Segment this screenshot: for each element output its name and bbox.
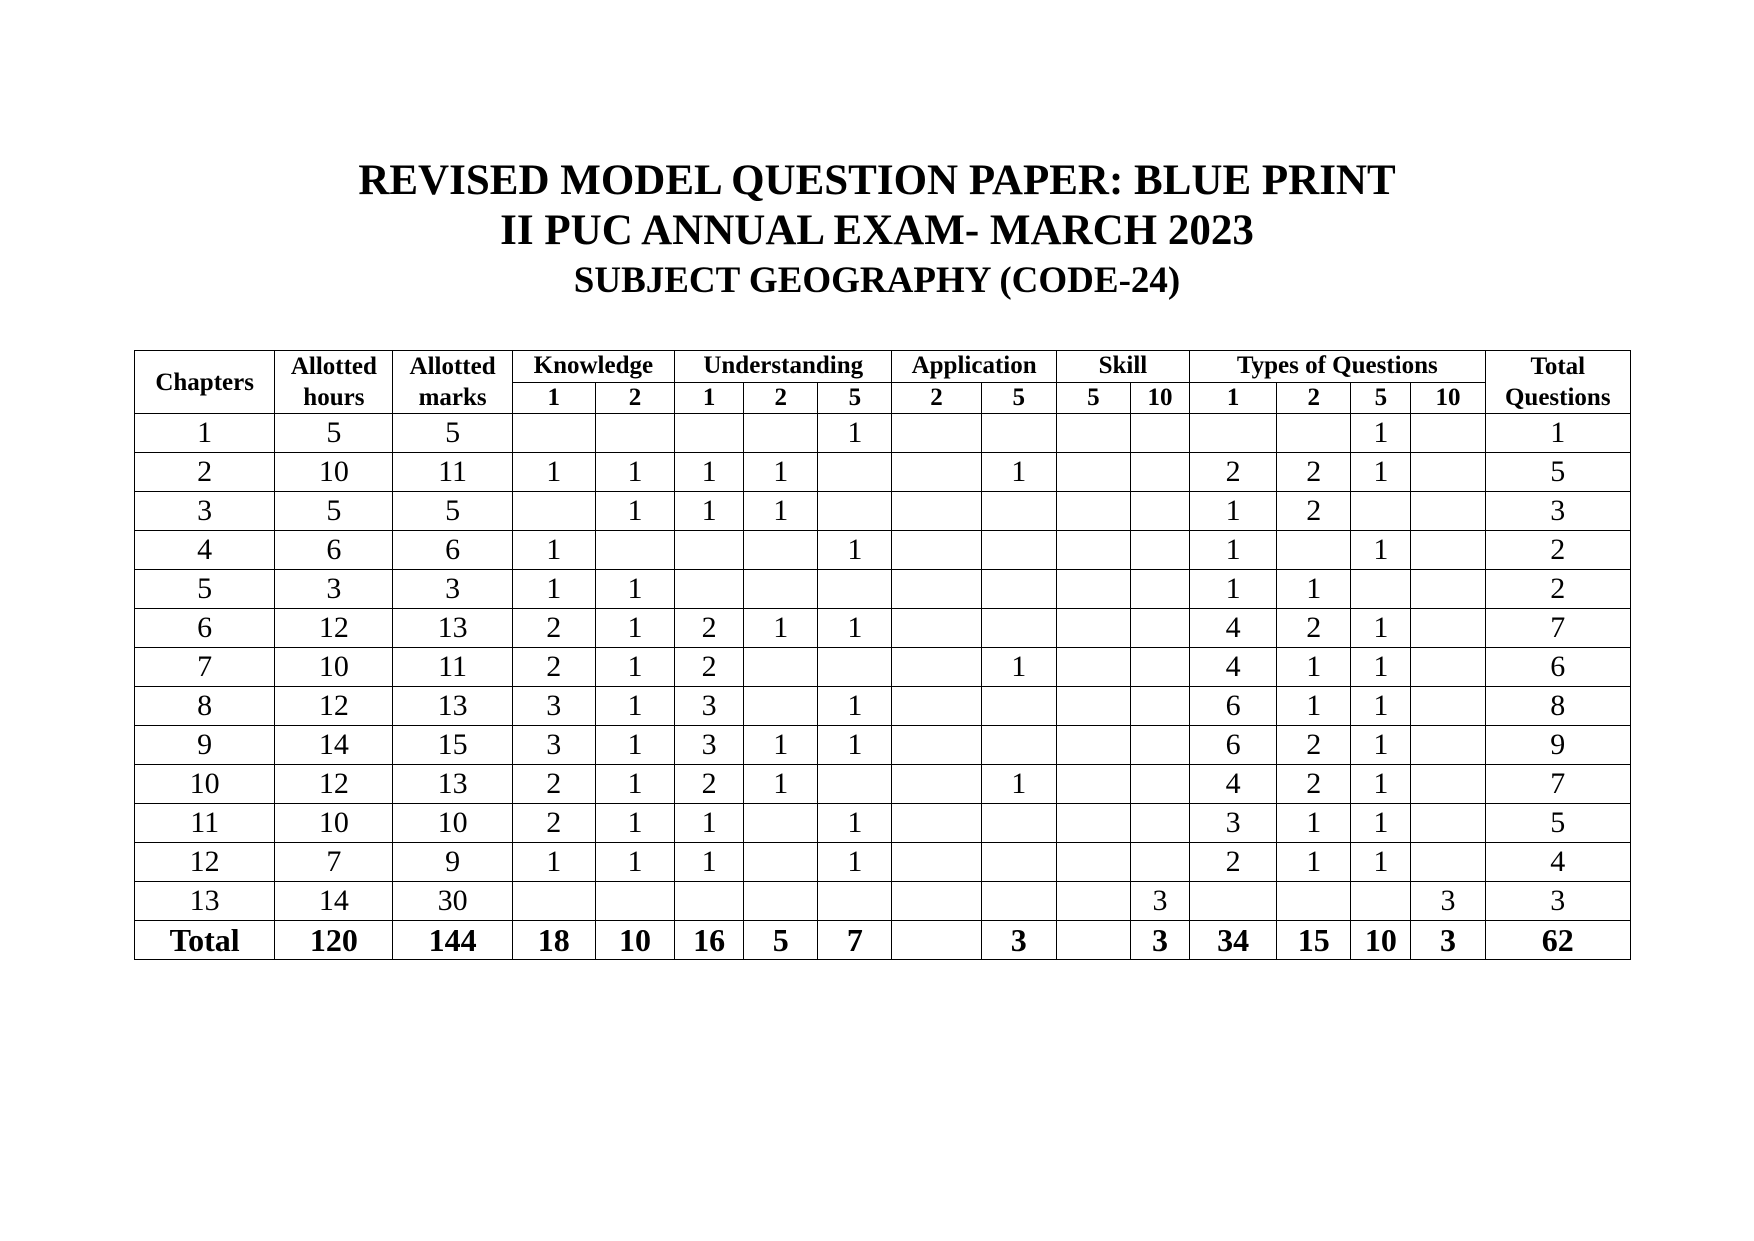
table-cell: 9 <box>393 843 512 882</box>
table-cell: 1 <box>1190 570 1277 609</box>
table-cell: 1 <box>1190 492 1277 531</box>
table-cell <box>1411 531 1485 570</box>
table-cell <box>1411 648 1485 687</box>
table-cell <box>744 414 818 453</box>
table-cell <box>818 765 892 804</box>
table-cell: 3 <box>393 570 512 609</box>
header-allotted-marks: Allotted marks <box>393 351 512 414</box>
table-cell <box>675 531 744 570</box>
table-cell: 1 <box>1351 609 1411 648</box>
table-cell: 1 <box>981 765 1056 804</box>
table-cell: 1 <box>1351 648 1411 687</box>
table-cell <box>892 492 981 531</box>
table-cell: 5 <box>1485 804 1630 843</box>
table-cell: 1 <box>1277 570 1351 609</box>
table-cell: 30 <box>393 882 512 921</box>
table-cell: 1 <box>1351 804 1411 843</box>
table-cell: 3 <box>275 570 393 609</box>
header-sub-cell: 2 <box>1277 382 1351 414</box>
header-sub-cell: 5 <box>981 382 1056 414</box>
table-cell: 10 <box>275 648 393 687</box>
table-cell <box>1277 414 1351 453</box>
table-cell: 1 <box>595 726 674 765</box>
table-cell: 1 <box>818 609 892 648</box>
table-cell: 4 <box>1190 765 1277 804</box>
total-cell: 10 <box>595 921 674 960</box>
table-cell: 1 <box>818 687 892 726</box>
table-cell: 1 <box>1277 687 1351 726</box>
table-cell: 7 <box>1485 609 1630 648</box>
table-cell: 1 <box>1277 648 1351 687</box>
table-cell: 3 <box>512 687 595 726</box>
table-cell: 2 <box>512 765 595 804</box>
table-cell: 10 <box>393 804 512 843</box>
table-cell <box>892 414 981 453</box>
table-cell <box>981 531 1056 570</box>
total-cell: 3 <box>1411 921 1485 960</box>
table-cell: 1 <box>595 843 674 882</box>
table-cell <box>512 882 595 921</box>
table-cell: 5 <box>1485 453 1630 492</box>
chapter-cell: 1 <box>135 414 275 453</box>
header-total-questions: Total Questions <box>1485 351 1630 414</box>
table-cell <box>892 648 981 687</box>
table-row <box>135 414 1631 453</box>
table-cell: 3 <box>1411 882 1485 921</box>
table-cell: 5 <box>393 414 512 453</box>
table-cell: 1 <box>1190 531 1277 570</box>
chapter-cell: 6 <box>135 609 275 648</box>
table-cell <box>744 570 818 609</box>
table-cell: 1 <box>512 570 595 609</box>
table-cell: 1 <box>744 765 818 804</box>
table-cell <box>1130 687 1189 726</box>
table-cell <box>818 648 892 687</box>
header-sub-cell: 5 <box>1351 382 1411 414</box>
table-cell <box>1411 414 1485 453</box>
table-cell: 2 <box>1190 453 1277 492</box>
table-cell <box>1411 570 1485 609</box>
table-cell <box>818 492 892 531</box>
header-allotted-hours: Allotted hours <box>275 351 393 414</box>
table-cell <box>892 531 981 570</box>
header-group-understanding: Understanding <box>675 351 892 383</box>
table-row <box>135 765 1631 804</box>
table-cell: 9 <box>1485 726 1630 765</box>
table-cell <box>981 804 1056 843</box>
table-cell <box>1056 531 1130 570</box>
table-cell <box>981 492 1056 531</box>
table-cell <box>1411 726 1485 765</box>
table-cell: 12 <box>275 765 393 804</box>
table-cell <box>744 804 818 843</box>
table-cell: 6 <box>1190 726 1277 765</box>
table-cell: 15 <box>393 726 512 765</box>
table-cell: 1 <box>1351 414 1411 453</box>
table-cell <box>675 414 744 453</box>
table-cell <box>1056 765 1130 804</box>
table-cell <box>981 882 1056 921</box>
total-cell: 62 <box>1485 921 1630 960</box>
table-cell: 5 <box>275 414 393 453</box>
table-cell: 14 <box>275 726 393 765</box>
table-cell <box>1056 609 1130 648</box>
header-group-types-of-questions: Types of Questions <box>1190 351 1486 383</box>
header-sub-cell: 1 <box>512 382 595 414</box>
table-cell: 1 <box>818 726 892 765</box>
table-cell <box>892 609 981 648</box>
title-line-2: II PUC ANNUAL EXAM- MARCH 2023 <box>500 207 1254 254</box>
table-cell <box>595 531 674 570</box>
table-cell: 2 <box>512 609 595 648</box>
table-row <box>135 882 1631 921</box>
table-cell <box>1130 492 1189 531</box>
table-cell <box>1411 765 1485 804</box>
table-cell: 4 <box>1190 648 1277 687</box>
table-cell: 12 <box>275 609 393 648</box>
table-cell: 2 <box>1277 726 1351 765</box>
table-cell <box>1411 687 1485 726</box>
header-sub-cell: 1 <box>675 382 744 414</box>
table-row <box>135 492 1631 531</box>
table-cell: 1 <box>1277 843 1351 882</box>
table-cell <box>744 843 818 882</box>
table-cell: 5 <box>393 492 512 531</box>
table-cell: 1 <box>744 726 818 765</box>
total-cell: 3 <box>981 921 1056 960</box>
table-cell: 3 <box>675 687 744 726</box>
table-cell <box>1056 804 1130 843</box>
table-cell: 3 <box>675 726 744 765</box>
table-cell: 1 <box>981 453 1056 492</box>
table-cell: 1 <box>675 492 744 531</box>
table-cell <box>892 765 981 804</box>
table-cell: 1 <box>512 843 595 882</box>
chapter-cell: 13 <box>135 882 275 921</box>
table-cell <box>892 804 981 843</box>
table-cell: 3 <box>1485 882 1630 921</box>
table-cell: 1 <box>1351 687 1411 726</box>
table-row <box>135 570 1631 609</box>
table-cell: 2 <box>1277 609 1351 648</box>
table-cell: 1 <box>1485 414 1630 453</box>
chapter-cell: 5 <box>135 570 275 609</box>
total-cell: 120 <box>275 921 393 960</box>
table-cell: 1 <box>512 453 595 492</box>
table-cell: 1 <box>595 570 674 609</box>
table-cell: 1 <box>595 804 674 843</box>
total-label-cell: Total <box>135 921 275 960</box>
title-line-1: REVISED MODEL QUESTION PAPER: BLUE PRINT <box>358 157 1396 204</box>
table-cell <box>1056 570 1130 609</box>
table-cell <box>1411 453 1485 492</box>
table-cell: 2 <box>1277 492 1351 531</box>
table-cell <box>1056 843 1130 882</box>
total-cell: 5 <box>744 921 818 960</box>
table-row <box>135 453 1631 492</box>
total-cell: 34 <box>1190 921 1277 960</box>
table-cell <box>892 687 981 726</box>
table-cell: 5 <box>275 492 393 531</box>
table-cell <box>1056 882 1130 921</box>
table-header <box>135 351 1631 414</box>
table-cell: 2 <box>675 648 744 687</box>
table-row <box>135 726 1631 765</box>
table-cell: 3 <box>1485 492 1630 531</box>
table-cell <box>892 882 981 921</box>
table-cell <box>744 531 818 570</box>
table-cell <box>1130 453 1189 492</box>
table-cell <box>1277 531 1351 570</box>
table-cell: 1 <box>595 648 674 687</box>
table-cell <box>1130 609 1189 648</box>
table-row <box>135 609 1631 648</box>
table-cell: 2 <box>1485 531 1630 570</box>
table-cell: 6 <box>1190 687 1277 726</box>
table-cell <box>675 570 744 609</box>
table-cell: 3 <box>1130 882 1189 921</box>
table-cell: 2 <box>512 804 595 843</box>
table-cell <box>1351 492 1411 531</box>
table-cell: 1 <box>675 804 744 843</box>
table-cell <box>892 726 981 765</box>
table-cell <box>1190 882 1277 921</box>
table-row <box>135 804 1631 843</box>
table-cell: 14 <box>275 882 393 921</box>
chapter-cell: 3 <box>135 492 275 531</box>
table-row <box>135 531 1631 570</box>
table-cell: 2 <box>675 609 744 648</box>
table-cell: 10 <box>275 804 393 843</box>
chapter-cell: 7 <box>135 648 275 687</box>
table-cell: 1 <box>981 648 1056 687</box>
table-cell <box>892 843 981 882</box>
table-cell: 12 <box>275 687 393 726</box>
table-cell <box>981 609 1056 648</box>
table-cell: 1 <box>1351 453 1411 492</box>
table-cell <box>744 648 818 687</box>
total-cell <box>1056 921 1130 960</box>
total-cell: 16 <box>675 921 744 960</box>
table-cell: 1 <box>1351 531 1411 570</box>
table-cell: 2 <box>1277 765 1351 804</box>
table-cell: 1 <box>1351 843 1411 882</box>
chapter-cell: 11 <box>135 804 275 843</box>
table-cell: 4 <box>1485 843 1630 882</box>
total-cell: 3 <box>1130 921 1189 960</box>
total-cell: 7 <box>818 921 892 960</box>
table-cell <box>1056 726 1130 765</box>
table-cell <box>1130 648 1189 687</box>
table-cell <box>1056 492 1130 531</box>
table-cell: 6 <box>275 531 393 570</box>
table-cell <box>595 882 674 921</box>
table-cell <box>892 570 981 609</box>
table-cell <box>1056 414 1130 453</box>
header-group-skill: Skill <box>1056 351 1189 383</box>
table-cell <box>1056 648 1130 687</box>
table-cell: 4 <box>1190 609 1277 648</box>
table-cell: 1 <box>512 531 595 570</box>
table-cell <box>1130 765 1189 804</box>
table-cell: 2 <box>1190 843 1277 882</box>
chapter-cell: 2 <box>135 453 275 492</box>
table-cell <box>818 453 892 492</box>
table-cell: 1 <box>818 414 892 453</box>
chapter-cell: 9 <box>135 726 275 765</box>
table-cell <box>675 882 744 921</box>
chapter-cell: 10 <box>135 765 275 804</box>
table-cell <box>981 414 1056 453</box>
table-cell: 1 <box>818 804 892 843</box>
table-cell: 1 <box>595 453 674 492</box>
table-cell <box>1056 453 1130 492</box>
table-cell <box>1130 726 1189 765</box>
table-cell <box>1056 687 1130 726</box>
chapter-cell: 4 <box>135 531 275 570</box>
title-block <box>0 156 1754 306</box>
table-cell: 10 <box>275 453 393 492</box>
header-sub-cell: 2 <box>744 382 818 414</box>
table-cell <box>1277 882 1351 921</box>
table-cell: 2 <box>1485 570 1630 609</box>
table-cell: 1 <box>744 492 818 531</box>
table-body <box>135 414 1631 921</box>
table-cell: 6 <box>393 531 512 570</box>
table-cell <box>1130 414 1189 453</box>
table-cell: 3 <box>1190 804 1277 843</box>
header-chapters: Chapters <box>135 351 275 414</box>
table-cell <box>512 414 595 453</box>
table-cell <box>892 453 981 492</box>
table-cell <box>981 726 1056 765</box>
table-cell: 1 <box>744 609 818 648</box>
table-cell <box>1411 843 1485 882</box>
table-cell: 1 <box>1351 726 1411 765</box>
table-cell: 3 <box>512 726 595 765</box>
title-line-3: SUBJECT GEOGRAPHY (CODE-24) <box>573 260 1181 301</box>
header-sub-cell: 2 <box>892 382 981 414</box>
table-cell <box>1411 804 1485 843</box>
table-cell <box>1130 843 1189 882</box>
table-cell <box>1351 570 1411 609</box>
table-cell <box>744 687 818 726</box>
header-row-top <box>135 351 1631 383</box>
table-cell <box>818 570 892 609</box>
table-cell: 1 <box>595 492 674 531</box>
table-cell: 1 <box>595 609 674 648</box>
table-cell: 11 <box>393 648 512 687</box>
total-cell: 18 <box>512 921 595 960</box>
table-cell: 1 <box>675 453 744 492</box>
table-cell: 1 <box>595 687 674 726</box>
table-cell: 2 <box>675 765 744 804</box>
table-cell: 2 <box>512 648 595 687</box>
table-cell <box>1190 414 1277 453</box>
table-row <box>135 648 1631 687</box>
table-cell: 1 <box>1277 804 1351 843</box>
header-group-knowledge: Knowledge <box>512 351 674 383</box>
table-cell: 1 <box>818 843 892 882</box>
header-sub-cell: 1 <box>1190 382 1277 414</box>
table-cell: 1 <box>675 843 744 882</box>
table-row <box>135 687 1631 726</box>
header-sub-cell: 10 <box>1411 382 1485 414</box>
table-cell: 13 <box>393 687 512 726</box>
table-cell <box>981 570 1056 609</box>
table-cell <box>1130 804 1189 843</box>
header-sub-cell: 2 <box>595 382 674 414</box>
table-cell <box>1130 531 1189 570</box>
total-cell: 10 <box>1351 921 1411 960</box>
chapter-cell: 12 <box>135 843 275 882</box>
header-sub-cell: 5 <box>818 382 892 414</box>
total-cell: 144 <box>393 921 512 960</box>
header-sub-cell: 10 <box>1130 382 1189 414</box>
total-row <box>135 921 1631 960</box>
chapter-cell: 8 <box>135 687 275 726</box>
table-cell <box>595 414 674 453</box>
table-cell: 1 <box>744 453 818 492</box>
table-cell <box>818 882 892 921</box>
table-row <box>135 843 1631 882</box>
table-cell <box>1411 609 1485 648</box>
table-cell: 1 <box>818 531 892 570</box>
table-cell: 8 <box>1485 687 1630 726</box>
table-cell: 1 <box>1351 765 1411 804</box>
total-cell <box>892 921 981 960</box>
table-cell: 7 <box>275 843 393 882</box>
header-sub-cell: 5 <box>1056 382 1130 414</box>
table-cell: 11 <box>393 453 512 492</box>
table-cell: 13 <box>393 609 512 648</box>
header-group-application: Application <box>892 351 1056 383</box>
table-cell <box>512 492 595 531</box>
table-cell <box>981 687 1056 726</box>
table-cell: 1 <box>595 765 674 804</box>
table-cell <box>1130 570 1189 609</box>
table-cell: 6 <box>1485 648 1630 687</box>
total-cell: 15 <box>1277 921 1351 960</box>
blueprint-table <box>134 350 1631 960</box>
table-cell <box>981 843 1056 882</box>
table-cell: 2 <box>1277 453 1351 492</box>
table-cell: 13 <box>393 765 512 804</box>
table-footer <box>135 921 1631 960</box>
table-cell <box>744 882 818 921</box>
table-cell <box>1351 882 1411 921</box>
table-cell: 7 <box>1485 765 1630 804</box>
table-cell <box>1411 492 1485 531</box>
